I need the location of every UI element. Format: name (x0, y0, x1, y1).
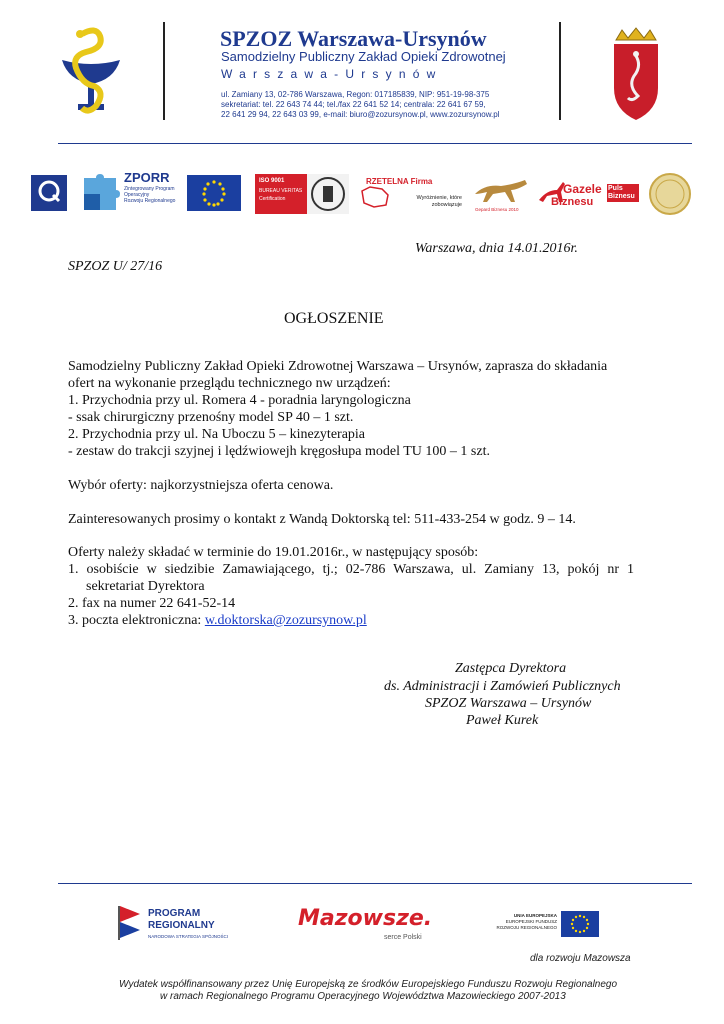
puzzle-icon (80, 172, 120, 212)
document-date: Warszawa, dnia 14.01.2016r. (415, 241, 578, 256)
eu-fund-logo (485, 910, 601, 940)
bureau-veritas-logo (255, 174, 349, 214)
eu-label-1: UNIA EUROPEJSKA (513, 913, 557, 918)
method-1: 1. osobiście w siedzibie Zamawiającego, tj.; 02-786 Warszawa, ul. Zamiany 13, pokój nr 1 (68, 562, 634, 577)
header-rule (58, 143, 692, 144)
header-divider-right (559, 22, 561, 120)
puls-biznesu-label: Puls Biznesu (607, 184, 639, 202)
signature-line-4: Paweł Kurek (466, 713, 539, 728)
caduceus-logo (52, 22, 130, 122)
zporr-sub-2: Operacyjny (124, 192, 150, 198)
biznesu-label: Biznesu (551, 196, 594, 208)
bureau-sub: Certification (259, 196, 286, 202)
zporr-sub-3: Rozwoju Regionalnego (124, 198, 176, 204)
footer-rule (58, 883, 692, 884)
gepard-label: Gepard Biznesu 2010 (475, 207, 519, 212)
eu-flag-icon (561, 911, 599, 937)
warsaw-coat-of-arms (608, 26, 664, 122)
gazele-biznesu-logo (537, 180, 639, 210)
flag-arrow-icon (116, 904, 144, 942)
contact-line-2: sekretariat: tel. 22 643 74 44; tel./fax 22 641 52 14; centrala: 22 641 67 59, (221, 100, 486, 109)
list-item: 2. Przychodnia przy ul. Na Uboczu 5 – kinezyterapia (68, 427, 366, 442)
program-regionalny-logo (116, 902, 246, 946)
signature-line-3: SPZOZ Warszawa – Ursynów (425, 696, 592, 711)
bowl-snake-icon (52, 22, 130, 122)
iso-label: ISO 9001 (259, 178, 285, 184)
eu-label-3: ROZWOJU REGIONALNEGO (496, 925, 557, 930)
document-reference: SPZOZ U/ 27/16 (68, 259, 163, 274)
selection-criteria: Wybór oferty: najkorzystniejsza oferta cenowa. (68, 478, 334, 493)
intro-line-2: ofert na wykonanie przeglądu technicznego nw urządzeń: (68, 376, 391, 391)
org-city: Warszawa-Ursynów (221, 67, 443, 81)
intro-line-1: Samodzielny Publiczny Zakład Opieki Zdrowotnej Warszawa – Ursynów, zaprasza do składania (68, 359, 608, 374)
zporr-label: ZPORR (124, 170, 170, 185)
eu-flag-small (187, 175, 241, 211)
contact-info: Zainteresowanych prosimy o kontakt z Wandą Doktorską tel: 511-433-254 w godz. 9 – 14. (68, 512, 576, 527)
mazowsze-label: Mazowsze. (298, 906, 433, 931)
q-quality-icon (31, 175, 67, 211)
rzetelna-sub-2: zobowiązuje (431, 202, 462, 208)
header-divider-left (163, 22, 165, 120)
list-item: - zestaw do trakcji szyjnej i lędźwiowejh kręgosłupa model TU 100 – 1 szt. (68, 444, 490, 459)
method-3 (68, 613, 367, 629)
mazowsze-sub: serce Polski (384, 934, 422, 941)
quality-q-logo (31, 175, 67, 211)
eu-label-2: EUROPEJSKI FUNDUSZ (505, 919, 557, 924)
org-subtitle: Samodzielny Publiczny Zakład Opieki Zdrowotnej (221, 49, 506, 64)
email-link[interactable]: w.doktorska@zozursynow.pl (204, 613, 367, 628)
program-sub: NARODOWA STRATEGIA SPÓJNOŚCI (148, 934, 229, 939)
gepard-biznesu-logo (471, 176, 529, 216)
eu-stars-icon (187, 175, 241, 211)
signature-line-2: ds. Administracji i Zamówień Publicznych (384, 679, 621, 694)
coat-of-arms-icon (608, 26, 664, 122)
signature-line-1: Zastępca Dyrektora (455, 661, 567, 676)
funding-note-line-2: w ramach Regionalnego Programu Operacyjnego Województwa Mazowieckiego 2007-2013 (160, 991, 566, 1002)
method-1-continued: sekretariat Dyrektora (86, 579, 205, 594)
contact-line-3: 22 641 29 94, 22 643 03 99, e-mail: biuro@zozursynow.pl, www.zozursynow.pl (221, 110, 500, 119)
mazowsze-logo (298, 906, 438, 946)
poland-map-icon (360, 185, 390, 209)
deadline-info: Oferty należy składać w terminie do 19.01.2016r., w następujący sposób: (68, 545, 479, 560)
zporr-logo (80, 170, 180, 216)
method-2: 2. fax na numer 22 641-52-14 (68, 596, 236, 611)
cheetah-icon (471, 176, 529, 206)
document-heading: OGŁOSZENIE (284, 310, 384, 327)
program-label-2: REGIONALNY (148, 920, 215, 931)
program-label-1: PROGRAM (148, 908, 201, 919)
method-3-label: 3. poczta elektroniczna: (68, 613, 205, 628)
funding-note-line-1: Wydatek współfinansowany przez Unię Europejską ze środków Europejskiego Funduszu Rozwoju Regionalnego (119, 979, 618, 990)
contact-line-1: ul. Zamiany 13, 02-786 Warszawa, Regon: 017185839, NIP: 951-19-98-375 (221, 90, 490, 99)
award-seal-icon (648, 172, 692, 216)
org-title: SPZOZ Warszawa-Ursynów (220, 26, 487, 51)
gazele-label: Gazele (563, 182, 602, 196)
veritas-seal-icon (307, 174, 349, 214)
list-item: - ssak chirurgiczny przenośny model SP 40 – 1 szt. (68, 410, 354, 425)
list-item: 1. Przychodnia przy ul. Romera 4 - poradnia laryngologiczna (68, 393, 411, 408)
rzetelna-sub-1: Wyróżnienie, które (416, 195, 462, 201)
dla-rozwoju-mazowsza: dla rozwoju Mazowsza (530, 953, 631, 964)
rzetelna-label: RZETELNA Firma (366, 177, 433, 186)
bureau-label: BUREAU VERITAS (259, 188, 303, 194)
rzetelna-firma-logo (360, 177, 465, 217)
gold-award-seal (648, 172, 692, 216)
zporr-sub-1: Zintegrowany Program (124, 186, 175, 192)
